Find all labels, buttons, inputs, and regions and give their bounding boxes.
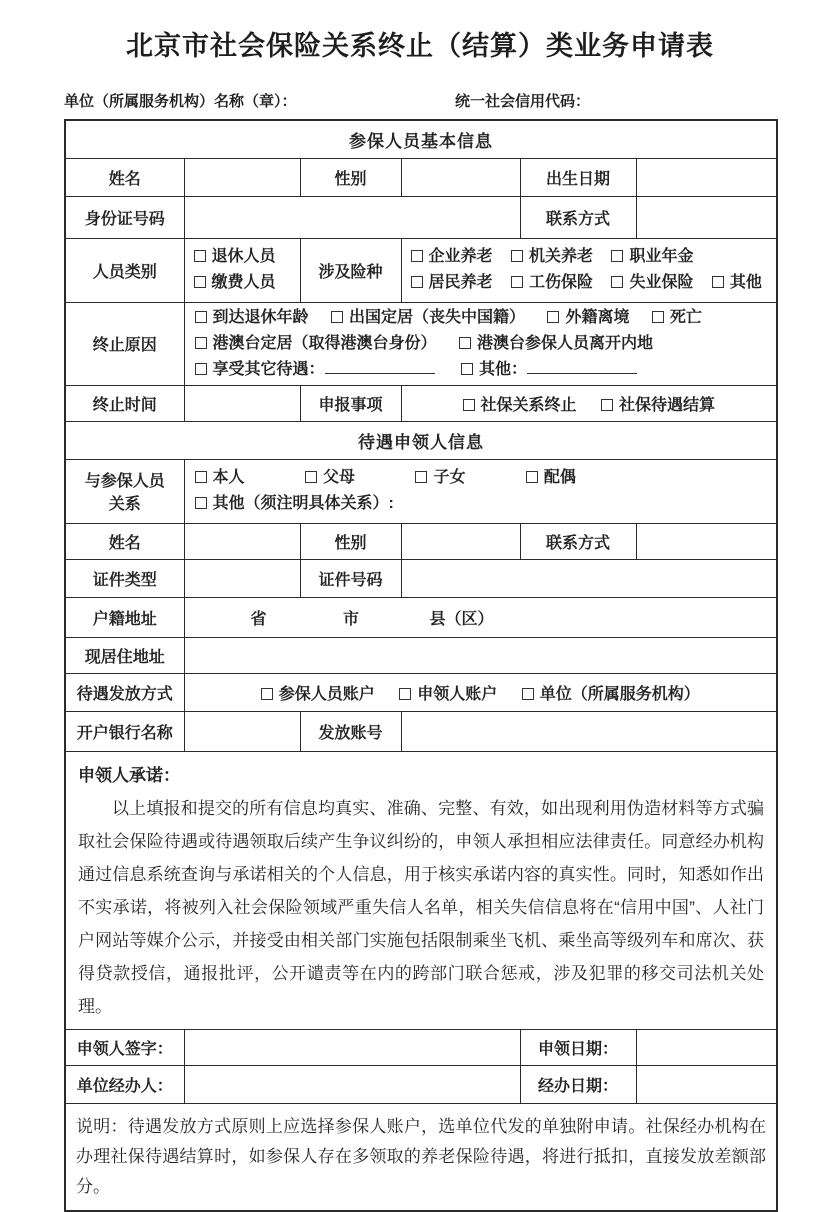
termination-time-label: 终止时间	[65, 385, 184, 421]
option-label: 港澳台参保人员离开内地	[476, 334, 653, 352]
county-label: 县（区）	[429, 610, 494, 628]
claimant-contact-field[interactable]	[636, 523, 777, 559]
relation-label-line1: 与参保人员	[84, 473, 165, 490]
cert-type-label: 证件类型	[65, 559, 184, 597]
person-category-label: 人员类别	[65, 238, 184, 302]
credit-code-label: 统一社会信用代码：	[455, 93, 591, 110]
checkbox-self[interactable]	[195, 469, 245, 486]
checkbox-benefit-settlement[interactable]	[601, 397, 715, 414]
bank-name-label: 开户银行名称	[65, 711, 184, 751]
checkbox-icon[interactable]	[331, 311, 343, 323]
checkbox-icon[interactable]	[511, 250, 523, 262]
province-label: 省	[250, 610, 267, 628]
checkbox-icon[interactable]	[415, 471, 427, 483]
insured-name-field[interactable]	[184, 158, 300, 196]
option-label: 到达退休年龄	[212, 308, 309, 326]
checkbox-icon[interactable]	[399, 688, 411, 700]
option-label: 其他	[729, 274, 762, 291]
checkbox-hmt-leave-mainland[interactable]	[459, 335, 653, 352]
option-label: 配偶	[543, 469, 576, 486]
termination-time-field[interactable]	[184, 385, 300, 421]
claimant-gender-field[interactable]	[401, 523, 520, 559]
insured-gender-field[interactable]	[401, 158, 520, 196]
insured-birth-date-field[interactable]	[636, 158, 777, 196]
checkbox-icon[interactable]	[526, 471, 538, 483]
termination-reason-label: 终止原因	[65, 302, 184, 385]
claim-date-field[interactable]	[636, 1029, 777, 1065]
checkbox-icon[interactable]	[194, 276, 206, 288]
checkbox-resident-pension[interactable]	[411, 274, 493, 291]
claimant-contact-label: 联系方式	[520, 523, 636, 559]
checkbox-relation-termination[interactable]	[463, 397, 577, 414]
checkbox-icon[interactable]	[195, 471, 207, 483]
option-label: 机关养老	[528, 248, 593, 265]
checkbox-unemployment-insurance[interactable]	[611, 274, 693, 291]
checkbox-unit-account[interactable]	[522, 686, 700, 703]
section-title-claimant-info: 待遇申领人信息	[65, 421, 777, 459]
checkbox-icon[interactable]	[601, 399, 613, 411]
insurance-type-label: 涉及险种	[300, 238, 401, 302]
checkbox-occupational-annuity[interactable]	[611, 248, 693, 265]
commitment-title: 申领人承诺：	[78, 765, 180, 785]
checkbox-icon[interactable]	[411, 276, 423, 288]
checkbox-icon[interactable]	[712, 276, 724, 288]
relation-label-line2: 关系	[108, 496, 141, 513]
current-address-label: 现居住地址	[65, 637, 184, 673]
checkbox-icon[interactable]	[611, 250, 623, 262]
checkbox-contributing-person[interactable]	[194, 274, 276, 291]
checkbox-icon[interactable]	[547, 311, 559, 323]
checkbox-icon[interactable]	[195, 363, 207, 375]
checkbox-death[interactable]	[652, 309, 702, 326]
commitment-body: 以上填报和提交的所有信息均真实、准确、完整、有效，如出现利用伪造材料等方式骗取社会保险待遇或待遇领取后续产生争议纠纷的，申领人承担相应法律责任。同意经办机构通过信息系统查询与承诺相关的个人信息，用于核实承诺内容的真实性。同时，知悉如作出不实承诺，将被列入社会保险领域严重失信人名单，相关失信信息将在“信用中国”、人社门户网站等媒介公示，并接受由相关部门实施包括限制乘坐飞机、乘坐高等级列车和席次、获得贷款授信，通报批评，公开谴责等在内的跨部门联合惩戒，涉及犯罪的移交司法机关处理。	[78, 798, 765, 1016]
declaration-options	[401, 385, 777, 421]
claim-date-label: 申领日期：	[520, 1029, 636, 1065]
claimant-name-label: 姓名	[65, 523, 184, 559]
option-label: 居民养老	[428, 274, 493, 291]
checkbox-icon[interactable]	[305, 471, 317, 483]
checkbox-icon[interactable]	[411, 250, 423, 262]
option-label: 缴费人员	[211, 274, 276, 291]
cert-number-field[interactable]	[401, 559, 777, 597]
option-label: 企业养老	[428, 248, 493, 265]
option-label: 本人	[212, 469, 245, 486]
option-label: 港澳台定居（取得港澳台身份）	[212, 334, 437, 352]
insured-id-number-field[interactable]	[184, 196, 520, 238]
option-label: 子女	[433, 469, 466, 486]
form-header	[64, 90, 776, 111]
checkbox-work-injury-insurance[interactable]	[511, 274, 593, 291]
handle-date-label: 经办日期：	[520, 1065, 636, 1103]
option-label: 退休人员	[211, 248, 276, 265]
insured-name-label: 姓名	[65, 158, 184, 196]
insured-birth-date-label: 出生日期	[520, 158, 636, 196]
option-label: 社保待遇结算	[619, 396, 716, 414]
claimant-name-field[interactable]	[184, 523, 300, 559]
option-label: 单位（所属服务机构）	[539, 685, 700, 703]
unit-handler-label: 单位经办人：	[65, 1065, 184, 1103]
option-label: 外籍离境	[565, 308, 630, 326]
option-label: 死亡	[669, 308, 702, 326]
registered-address-label: 户籍地址	[65, 597, 184, 637]
insurance-type-options	[401, 238, 777, 302]
checkbox-icon[interactable]	[463, 399, 475, 411]
payment-method-label: 待遇发放方式	[65, 673, 184, 711]
checkbox-parents[interactable]	[305, 469, 355, 486]
checkbox-other-benefit[interactable]	[195, 361, 435, 378]
unit-name-label: 单位（所属服务机构）名称（章）：	[64, 93, 297, 110]
option-label: 其他：	[478, 360, 527, 378]
unit-handler-field[interactable]	[184, 1065, 520, 1103]
option-label: 父母	[322, 469, 355, 486]
fill-in-line[interactable]	[527, 361, 637, 374]
commitment-cell	[65, 751, 777, 1029]
account-number-field[interactable]	[401, 711, 777, 751]
termination-reason-options	[184, 302, 777, 385]
relation-label	[65, 459, 184, 523]
current-address-field[interactable]	[184, 637, 777, 673]
checkbox-other-reason[interactable]	[461, 361, 637, 378]
insured-gender-label: 性别	[300, 158, 401, 196]
bank-name-field[interactable]	[184, 711, 300, 751]
cert-type-field[interactable]	[184, 559, 300, 597]
checkbox-icon[interactable]	[461, 363, 473, 375]
checkbox-relation-other[interactable]	[195, 495, 394, 512]
option-label: 社保关系终止	[480, 396, 577, 414]
registered-address-field[interactable]	[184, 597, 777, 637]
note-cell: 说明：待遇发放方式原则上应选择参保人账户，选单位代发的单独附申请。社保经办机构在办理社保待遇结算时，如参保人存在多领取的养老保险待遇，将进行抵扣，直接发放差额部分。	[65, 1103, 777, 1211]
cert-number-label: 证件号码	[300, 559, 401, 597]
checkbox-icon[interactable]	[195, 311, 207, 323]
checkbox-retirement-age[interactable]	[195, 309, 309, 326]
checkbox-claimant-account[interactable]	[399, 686, 497, 703]
checkbox-foreign-departure[interactable]	[547, 309, 629, 326]
checkbox-icon[interactable]	[195, 497, 207, 509]
person-category-options	[184, 238, 300, 302]
checkbox-other-insurance[interactable]	[712, 274, 762, 291]
section-title-insured-info: 参保人员基本信息	[65, 120, 777, 158]
checkbox-icon[interactable]	[195, 337, 207, 349]
handle-date-field[interactable]	[636, 1065, 777, 1103]
checkbox-hmt-settle[interactable]	[195, 335, 437, 352]
checkbox-icon[interactable]	[459, 337, 471, 349]
checkbox-icon[interactable]	[261, 688, 273, 700]
option-label: 失业保险	[629, 274, 694, 291]
insured-id-number-label: 身份证号码	[65, 196, 184, 238]
option-label: 申领人账户	[417, 685, 498, 703]
option-label: 职业年金	[629, 248, 694, 265]
option-label: 工伤保险	[528, 274, 593, 291]
checkbox-icon[interactable]	[611, 276, 623, 288]
relation-options	[184, 459, 777, 523]
option-label: 其他（须注明具体关系）:	[212, 495, 394, 512]
city-label: 市	[342, 610, 359, 628]
option-label: 享受其它待遇：	[212, 360, 325, 378]
option-label: 参保人员账户	[278, 685, 375, 703]
account-number-label: 发放账号	[300, 711, 401, 751]
claimant-signature-field[interactable]	[184, 1029, 520, 1065]
payment-method-options	[184, 673, 777, 711]
checkbox-icon[interactable]	[522, 688, 534, 700]
checkbox-retired-person[interactable]	[194, 248, 276, 265]
application-form-table	[64, 119, 778, 1212]
checkbox-gov-pension[interactable]	[511, 248, 593, 265]
checkbox-settle-abroad[interactable]	[331, 309, 525, 326]
claimant-gender-label: 性别	[300, 523, 401, 559]
checkbox-enterprise-pension[interactable]	[411, 248, 493, 265]
insured-contact-label: 联系方式	[520, 196, 636, 238]
checkbox-spouse[interactable]	[526, 469, 576, 486]
checkbox-icon[interactable]	[511, 276, 523, 288]
option-label: 出国定居（丧失中国籍）	[348, 308, 525, 326]
checkbox-icon[interactable]	[652, 311, 664, 323]
declaration-item-label: 申报事项	[300, 385, 401, 421]
checkbox-icon[interactable]	[194, 250, 206, 262]
page-title: 北京市社会保险关系终止（结算）类业务申请表	[126, 31, 714, 61]
checkbox-children[interactable]	[415, 469, 465, 486]
checkbox-insured-account[interactable]	[261, 686, 375, 703]
claimant-signature-label: 申领人签字：	[65, 1029, 184, 1065]
insured-contact-field[interactable]	[636, 196, 777, 238]
fill-in-line[interactable]	[325, 361, 435, 374]
